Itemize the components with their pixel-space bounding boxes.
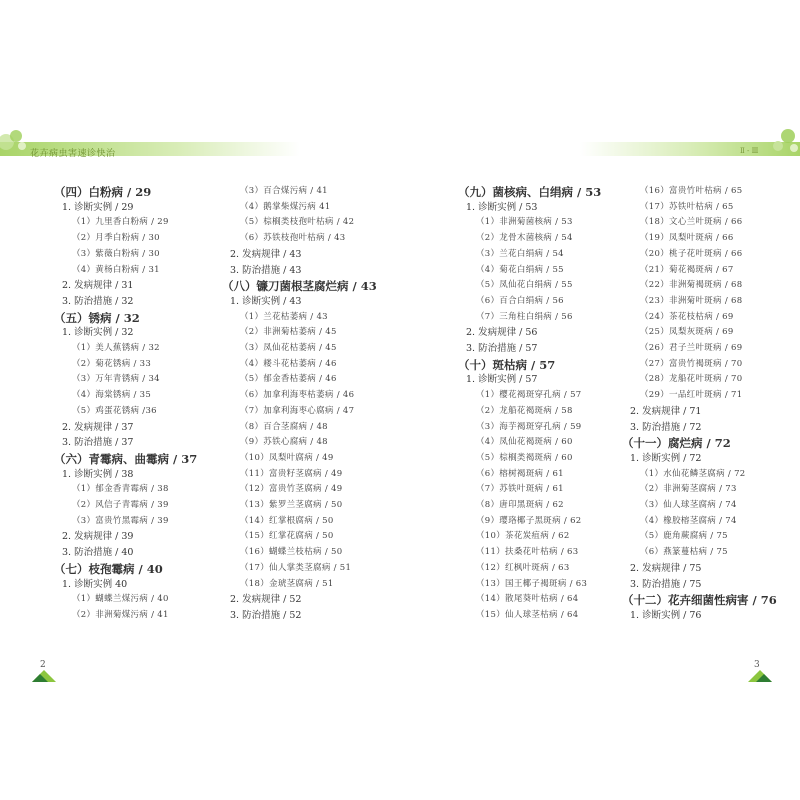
toc-item: （6）燕篆蔓枯病 / 75 [640,547,728,558]
toc-item: （19）凤梨叶斑病 / 66 [640,233,734,244]
toc-item: （5）凤仙花白绢病 / 55 [476,280,573,291]
toc-item: （1）美人蕉锈病 / 32 [72,343,160,353]
toc-subsection: 3. 防治措施 / 37 [62,437,134,449]
toc-item: （4）耧斗花枯萎病 / 46 [240,358,337,369]
toc-item: （26）君子兰叶斑病 / 69 [640,343,743,353]
toc-subsection: 2. 发病规律 / 37 [62,421,134,433]
toc-item: （4）凤仙花褐斑病 / 60 [476,437,573,448]
toc-item: （27）富贵竹褐斑病 / 70 [640,358,743,369]
toc-item: （10）凤梨叶腐病 / 49 [240,452,334,463]
toc-item: （3）海芋褐斑穿孔病 / 59 [476,421,582,432]
toc-item: （9）苏铁心腐病 / 48 [240,437,328,448]
toc-item: （2）非洲菊茎腐病 / 73 [640,484,737,495]
toc-subsection: 1. 诊断实例 / 29 [62,201,134,213]
toc-item: （15）红掌花腐病 / 50 [240,531,334,542]
toc-subsection: 2. 发病规律 / 75 [630,562,702,574]
toc-item: （3）百合煤污病 / 41 [240,186,328,196]
toc-item: （1）非洲菊菌核病 / 53 [476,217,573,228]
toc-item: （6）百合白绢病 / 56 [476,295,564,306]
toc-item: （15）仙人球茎枯病 / 64 [476,609,579,620]
toc-section-heading: （七）枝孢霉病 / 40 [54,561,163,576]
toc-item: （2）龙船花褐斑病 / 58 [476,405,573,416]
toc-item: （5）郁金香枯萎病 / 46 [240,374,337,385]
toc-subsection: 1. 诊断实例 / 57 [466,374,538,386]
toc-item: （7）三角柱白绢病 / 56 [476,311,573,322]
toc-item: （11）扶桑花叶枯病 / 63 [476,547,579,558]
toc-subsection: 3. 防治措施 / 43 [230,264,302,276]
toc-item: （29）一品红叶斑病 / 71 [640,390,743,401]
toc-item: （1）九里香白粉病 / 29 [72,217,169,228]
toc-subsection: 1. 诊断实例 / 76 [630,609,702,621]
toc-subsection: 2. 发病规律 / 43 [230,248,302,260]
page-range: Ⅱ - Ⅲ [740,147,759,155]
toc-subsection: 1. 诊断实例 40 [62,578,128,590]
toc-item: （24）茶花枝枯病 / 69 [640,311,734,322]
toc-item: （5）鸡蛋花锈病 /36 [72,405,157,416]
toc-item: （3）紫薇白粉病 / 30 [72,248,160,259]
toc-item: （13）国王椰子褐斑病 / 63 [476,578,588,589]
toc-subsection: 1. 诊断实例 / 38 [62,468,134,480]
toc-item: （1）兰花枯萎病 / 43 [240,311,328,322]
toc-item: （6）榕树褐斑病 / 61 [476,468,564,479]
toc-item: （20）桃子花叶斑病 / 66 [640,248,743,259]
toc-item: （17）苏铁叶枯病 / 65 [640,201,734,212]
toc-subsection: 3. 防治措施 / 57 [466,343,538,354]
toc-subsection: 2. 发病规律 / 52 [230,594,302,606]
toc-item: （4）海棠锈病 / 35 [72,390,152,401]
toc-item: （9）璎珞椰子黑斑病 / 62 [476,515,582,526]
toc-section-heading: （六）青霉病、曲霉病 / 37 [54,451,198,466]
toc-item: （2）月季白粉病 / 30 [72,233,160,244]
page-number-right: 3 [754,660,760,670]
toc-subsection: 3. 防治措施 / 52 [230,609,302,621]
book-title: 花卉病虫害速诊快治 [30,149,116,159]
toc-subsection: 3. 防治措施 / 72 [630,421,702,433]
toc-subsection: 2. 发病规律 / 39 [62,531,134,543]
toc-item: （3）富贵竹黑霉病 / 39 [72,515,169,526]
toc-subsection: 1. 诊断实例 / 72 [630,452,702,464]
toc-item: （5）棕榈类枝孢叶枯病 / 42 [240,217,355,228]
toc-item: （18）文心兰叶斑病 / 66 [640,217,743,228]
toc-item: （2）风信子青霉病 / 39 [72,500,169,510]
toc-item: （17）仙人掌类茎腐病 / 51 [240,562,352,573]
toc-item: （2）菊花锈病 / 33 [72,358,152,369]
toc-subsection: 2. 发病规律 / 31 [62,280,134,292]
toc-item: （4）菊花白绢病 / 55 [476,264,564,275]
toc-item: （21）菊花褐斑病 / 67 [640,264,734,275]
toc-item: （4）鹅掌柴煤污病 41 [240,201,331,212]
toc-item: （7）苏铁叶斑病 / 61 [476,484,564,495]
toc-item: （1）水仙花鳞茎腐病 / 72 [640,468,746,479]
toc-section-heading: （九）菌核病、白绢病 / 53 [458,185,602,199]
toc-item: （3）万年青锈病 / 34 [72,374,160,385]
toc-item: （14）散尾葵叶枯病 / 64 [476,594,579,605]
toc-item: （4）橡胶榕茎腐病 / 74 [640,515,737,526]
toc-section-heading: （十二）花卉细菌性病害 / 76 [622,593,777,608]
corner-mark-left [32,670,56,682]
toc-item: （2）非洲菊煤污病 / 41 [72,609,169,620]
toc-item: （4）黄杨白粉病 / 31 [72,264,160,275]
toc-item: （3）凤仙花枯萎病 / 45 [240,343,337,353]
toc-item: （7）加拿利海枣心腐病 / 47 [240,405,355,416]
toc-item: （23）非洲菊叶斑病 / 68 [640,295,743,306]
toc-section-heading: （十）斑枯病 / 57 [458,357,556,372]
toc-section-heading: （五）锈病 / 32 [54,310,140,325]
toc-item: （18）金琥茎腐病 / 51 [240,578,334,589]
corner-mark-right [748,670,772,682]
toc-section-heading: （四）白粉病 / 29 [54,185,152,199]
toc-subsection: 2. 发病规律 / 71 [630,405,702,417]
toc-item: （16）富贵竹叶枯病 / 65 [640,186,743,196]
toc-subsection: 1. 诊断实例 / 32 [62,327,134,339]
toc-subsection: 3. 防治措施 / 40 [62,547,134,559]
toc-item: （1）郁金香青霉病 / 38 [72,484,169,495]
toc-item: （12）富贵竹茎腐病 / 49 [240,484,343,495]
page-number-left: 2 [40,660,46,670]
toc-item: （1）蝴蝶兰煤污病 / 40 [72,594,169,605]
toc-item: （8）唐印黑斑病 / 62 [476,500,564,510]
toc-subsection: 3. 防治措施 / 32 [62,295,134,307]
toc-item: （11）富贵籽茎腐病 / 49 [240,468,343,479]
toc-subsection: 2. 发病规律 / 56 [466,327,538,339]
toc-subsection: 1. 诊断实例 / 43 [230,295,302,307]
toc-item: （3）仙人球茎腐病 / 74 [640,500,737,510]
toc-subsection: 3. 防治措施 / 75 [630,578,702,590]
toc-item: （1）樱花褐斑穿孔病 / 57 [476,390,582,401]
toc-item: （16）蝴蝶兰枝枯病 / 50 [240,547,343,558]
toc-subsection: 1. 诊断实例 / 53 [466,201,538,213]
toc-item: （6）加拿利海枣枯萎病 / 46 [240,390,355,401]
toc-item: （25）凤梨灰斑病 / 69 [640,327,734,338]
toc-item: （10）茶花炭疽病 / 62 [476,531,570,542]
toc-item: （3）兰花白绢病 / 54 [476,248,564,259]
toc-item: （5）鹿角蕨腐病 / 75 [640,531,728,542]
toc-item: （2）非洲菊枯萎病 / 45 [240,327,337,338]
toc-item: （5）棕榈类褐斑病 / 60 [476,452,573,463]
toc-item: （14）红掌根腐病 / 50 [240,515,334,526]
toc-section-heading: （八）镰刀菌根茎腐烂病 / 43 [222,279,377,294]
toc-item: （8）百合茎腐病 / 48 [240,421,328,432]
toc-item: （28）龙船花叶斑病 / 70 [640,374,743,385]
toc-item: （12）红枫叶斑病 / 63 [476,562,570,573]
toc-item: （13）紫罗兰茎腐病 / 50 [240,500,343,510]
toc-item: （6）苏铁枝孢叶枯病 / 43 [240,233,346,244]
toc-item: （22）非洲菊褐斑病 / 68 [640,280,743,291]
toc-item: （2）龙骨木菌核病 / 54 [476,233,573,244]
header-band-right [580,128,800,158]
toc-section-heading: （十一）腐烂病 / 72 [622,436,731,451]
